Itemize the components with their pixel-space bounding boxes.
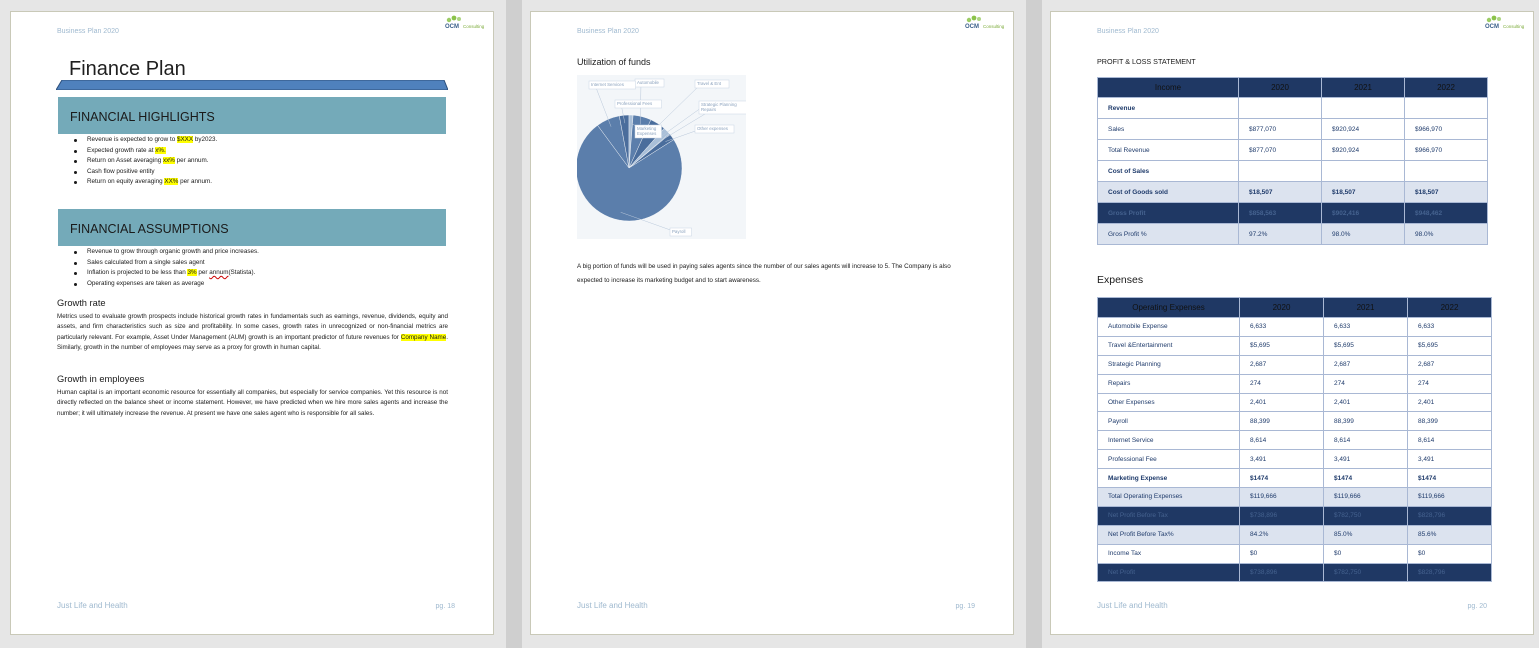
table-cell: Revenue [1098, 98, 1239, 119]
table-cell [1239, 98, 1322, 119]
assumptions-list [87, 247, 259, 289]
table-cell: 2,401 [1240, 393, 1324, 412]
expenses-title: Expenses [1097, 274, 1144, 286]
growth-rate-paragraph: Metrics used to evaluate growth prospects include historical growth rates in fundamentals such as earnings, revenue, dividends, equity and assets, and firm characteristics such as size and profitability. In some cases, growth rates in unrecognized or non-financial metrics are particularly relevant. For example, Asset Under Management (AUM) growth is an important predictor of future revenues for Company Name. Similarly, growth in the number of employees may serve as a proxy for growth in human capital. [57, 313, 448, 351]
svg-text:Expenses: Expenses [637, 131, 657, 136]
list-item: Return on equity averaging XX% per annum. [87, 177, 217, 188]
table-header-cell: Operating Expenses [1098, 298, 1240, 318]
table-cell: Marketing Expense [1098, 469, 1240, 488]
table-cell: Net Profit Before Tax [1098, 506, 1240, 525]
table-cell: Internet Service [1098, 431, 1240, 450]
table-header-cell: 2022 [1405, 78, 1488, 98]
financial-assumptions-banner [58, 209, 446, 246]
table-cell: 8,614 [1324, 431, 1408, 450]
table-cell: $782,750 [1324, 506, 1408, 525]
page-gutter [1026, 0, 1042, 648]
table-cell: Sales [1098, 119, 1239, 140]
funds-paragraph: A big portion of funds will be used in paying sales agents since the number of our sales agents will increase to 5. The Company is also expected to increase its marketing budget and to start awareness. [577, 263, 951, 284]
table-cell: 84.2% [1240, 525, 1324, 544]
table-cell: $0 [1240, 544, 1324, 563]
table-cell: $828,796 [1408, 563, 1492, 582]
page-footer: Just Life and Health [577, 601, 648, 610]
highlights-list [87, 135, 217, 188]
table-cell: $920,924 [1322, 119, 1405, 140]
page-footer: Just Life and Health [57, 601, 128, 610]
table-row [1098, 412, 1492, 431]
table-cell: 88,399 [1240, 412, 1324, 431]
page-header: Business Plan 2020 [577, 28, 639, 35]
table-cell: 6,633 [1408, 318, 1492, 337]
table-cell: 2,401 [1324, 393, 1408, 412]
table-cell: Payroll [1098, 412, 1240, 431]
table-cell: $18,507 [1239, 182, 1322, 203]
svg-text:Travel & Ent: Travel & Ent [697, 81, 721, 86]
table-cell: Travel &Entertainment [1098, 336, 1240, 355]
logo-icon [1483, 14, 1529, 30]
table-cell: 2,687 [1240, 355, 1324, 374]
document-page-19 [530, 11, 1014, 635]
table-cell: $119,666 [1408, 488, 1492, 507]
table-cell: $828,796 [1408, 506, 1492, 525]
table-cell: $119,666 [1324, 488, 1408, 507]
table-row [1098, 393, 1492, 412]
table-cell: $877,070 [1239, 140, 1322, 161]
list-item: Inflation is projected to be less than 3% per annum(Statista). [87, 268, 259, 279]
chart-caption: Utilization of funds [577, 57, 651, 67]
pl-statement-title: PROFIT & LOSS STATEMENT [1097, 57, 1196, 66]
table-cell: Total Revenue [1098, 140, 1239, 161]
table-cell: Gros Profit % [1098, 224, 1239, 245]
growth-employees-paragraph: Human capital is an important economic resource for essentially all companies, but especially for service companies. Yet this resource is not directly reflected on the balance sheet or income statement. However, we have predicted when we hire more sales agents and increase the number; it will ultimately increase the revenue. At present we have one sales agent who is responsible for all sales. [57, 389, 448, 417]
logo-text: Consulting [983, 24, 1005, 29]
pie-data-label [695, 125, 734, 133]
table-row [1098, 525, 1492, 544]
table-row [1098, 98, 1488, 119]
page-header: Business Plan 2020 [57, 28, 119, 35]
table-cell: $5,695 [1240, 336, 1324, 355]
table-cell: $0 [1408, 544, 1492, 563]
leader-line [595, 85, 611, 127]
table-cell: 8,614 [1408, 431, 1492, 450]
table-cell: Net Profit Before Tax% [1098, 525, 1240, 544]
table-cell: $119,666 [1240, 488, 1324, 507]
page-footer: Just Life and Health [1097, 601, 1168, 610]
table-cell [1239, 161, 1322, 182]
table-row [1098, 355, 1492, 374]
section-heading: FINANCIAL HIGHLIGHTS [70, 110, 215, 124]
logo-icon [443, 14, 489, 30]
table-cell: $920,924 [1322, 140, 1405, 161]
growth-rate-heading: Growth rate [57, 298, 106, 308]
table-cell: $948,462 [1405, 203, 1488, 224]
pie-data-label [635, 125, 662, 138]
financial-highlights-banner [58, 97, 446, 134]
document-page-20 [1050, 11, 1534, 635]
table-cell: 6,633 [1324, 318, 1408, 337]
table-cell: $877,070 [1239, 119, 1322, 140]
table-cell: 2,687 [1324, 355, 1408, 374]
table-cell: 6,633 [1240, 318, 1324, 337]
pie-chart-svg [577, 75, 746, 239]
table-row [1098, 469, 1492, 488]
table-cell: Total Operating Expenses [1098, 488, 1240, 507]
table-row [1098, 119, 1488, 140]
pie-data-label [635, 79, 664, 87]
table-cell: $18,507 [1322, 182, 1405, 203]
table-cell: 274 [1408, 374, 1492, 393]
table-cell: 88,399 [1408, 412, 1492, 431]
svg-text:OCM: OCM [445, 24, 459, 30]
table-cell: $858,563 [1239, 203, 1322, 224]
table-header-cell: 2020 [1240, 298, 1324, 318]
table-cell [1405, 161, 1488, 182]
table-cell: Automobile Expense [1098, 318, 1240, 337]
table-cell: 3,491 [1240, 450, 1324, 469]
logo-text: Consulting [463, 24, 485, 29]
table-cell: Gross Profit [1098, 203, 1239, 224]
table-cell: 274 [1324, 374, 1408, 393]
table-cell: $1474 [1408, 469, 1492, 488]
table-header-cell: 2021 [1324, 298, 1408, 318]
table-cell: $902,416 [1322, 203, 1405, 224]
svg-text:Automobile: Automobile [637, 80, 659, 85]
expenses-table [1097, 297, 1492, 582]
table-row [1098, 374, 1492, 393]
table-cell: 85.6% [1408, 525, 1492, 544]
logo-icon [963, 14, 1009, 30]
list-item: Revenue to grow through organic growth and price increases. [87, 247, 259, 258]
table-header-cell: 2021 [1322, 78, 1405, 98]
utilization-pie-chart [577, 75, 746, 239]
page-title: Finance Plan [69, 58, 186, 80]
table-row [1098, 203, 1488, 224]
table-header-cell: Income [1098, 78, 1239, 98]
list-item: Sales calculated from a single sales agent [87, 258, 259, 269]
table-row [1098, 318, 1492, 337]
page-gutter [506, 0, 522, 648]
table-cell: 85.0% [1324, 525, 1408, 544]
table-cell: Strategic Planning [1098, 355, 1240, 374]
table-row [1098, 431, 1492, 450]
table-cell: $966,970 [1405, 119, 1488, 140]
table-row [1098, 182, 1488, 203]
table-row [1098, 224, 1488, 245]
table-header-cell: 2020 [1239, 78, 1322, 98]
table-row [1098, 450, 1492, 469]
list-item: Operating expenses are taken as average [87, 279, 259, 290]
table-cell: Professional Fee [1098, 450, 1240, 469]
page-number: pg. 19 [955, 603, 975, 610]
pie-data-label [695, 80, 729, 88]
pie-data-label [615, 100, 662, 108]
page-number: pg. 20 [1467, 603, 1487, 610]
table-row [1098, 506, 1492, 525]
table-cell: 98.0% [1405, 224, 1488, 245]
table-row [1098, 140, 1488, 161]
growth-employees-heading: Growth in employees [57, 374, 145, 384]
table-cell: $1474 [1324, 469, 1408, 488]
profit-loss-table [1097, 77, 1488, 245]
table-row [1098, 161, 1488, 182]
table-cell: Cost of Sales [1098, 161, 1239, 182]
table-cell: 88,399 [1324, 412, 1408, 431]
table-cell: $782,750 [1324, 563, 1408, 582]
svg-text:OCM: OCM [1485, 24, 1499, 30]
table-cell: $738,896 [1240, 563, 1324, 582]
table-cell: $18,507 [1405, 182, 1488, 203]
table-cell: 2,401 [1408, 393, 1492, 412]
pie-data-label [670, 228, 692, 236]
table-cell: $5,695 [1324, 336, 1408, 355]
table-cell: 3,491 [1324, 450, 1408, 469]
table-cell [1405, 98, 1488, 119]
pie-data-label [589, 81, 636, 89]
table-cell: $0 [1324, 544, 1408, 563]
table-header-cell: 2022 [1408, 298, 1492, 318]
table-row [1098, 563, 1492, 582]
table-row [1098, 336, 1492, 355]
table-cell: Repairs [1098, 374, 1240, 393]
svg-text:Other expenses: Other expenses [697, 126, 728, 131]
list-item: Revenue is expected to grow to $XXX by2023. [87, 135, 217, 146]
table-cell: $1474 [1240, 469, 1324, 488]
table-cell [1322, 98, 1405, 119]
svg-text:Repairs: Repairs [701, 107, 717, 112]
page-number: pg. 18 [435, 603, 455, 610]
svg-text:Payroll: Payroll [672, 229, 686, 234]
list-item: Return on Asset averaging xx% per annum. [87, 156, 217, 167]
svg-text:Professional Fees: Professional Fees [617, 101, 653, 106]
pie-data-label [699, 101, 746, 114]
table-header-row [1098, 298, 1492, 318]
section-heading: FINANCIAL ASSUMPTIONS [70, 222, 229, 236]
table-cell: 97.2% [1239, 224, 1322, 245]
table-cell: Other Expenses [1098, 393, 1240, 412]
svg-text:Internet Services: Internet Services [591, 82, 624, 87]
svg-text:Marketing: Marketing [637, 126, 657, 131]
table-cell: 2,687 [1408, 355, 1492, 374]
table-cell: 8,614 [1240, 431, 1324, 450]
svg-text:OCM: OCM [965, 24, 979, 30]
table-cell: Cost of Goods sold [1098, 182, 1239, 203]
table-cell: Income Tax [1098, 544, 1240, 563]
table-cell [1322, 161, 1405, 182]
title-underline-bar [56, 80, 448, 90]
document-page-18 [10, 11, 494, 635]
svg-text:Strategic Planning: Strategic Planning [701, 102, 737, 107]
table-cell: $738,896 [1240, 506, 1324, 525]
table-cell: 274 [1240, 374, 1324, 393]
table-cell: $5,695 [1408, 336, 1492, 355]
list-item: Expected growth rate at x%. [87, 146, 217, 157]
table-cell: 98.0% [1322, 224, 1405, 245]
list-item: Cash flow positive entity [87, 167, 217, 178]
page-header: Business Plan 2020 [1097, 28, 1159, 35]
logo-text: Consulting [1503, 24, 1525, 29]
table-cell: Net Profit [1098, 563, 1240, 582]
table-cell: 3,491 [1408, 450, 1492, 469]
table-row [1098, 544, 1492, 563]
table-row [1098, 488, 1492, 507]
table-header-row [1098, 78, 1488, 98]
table-cell: $966,970 [1405, 140, 1488, 161]
